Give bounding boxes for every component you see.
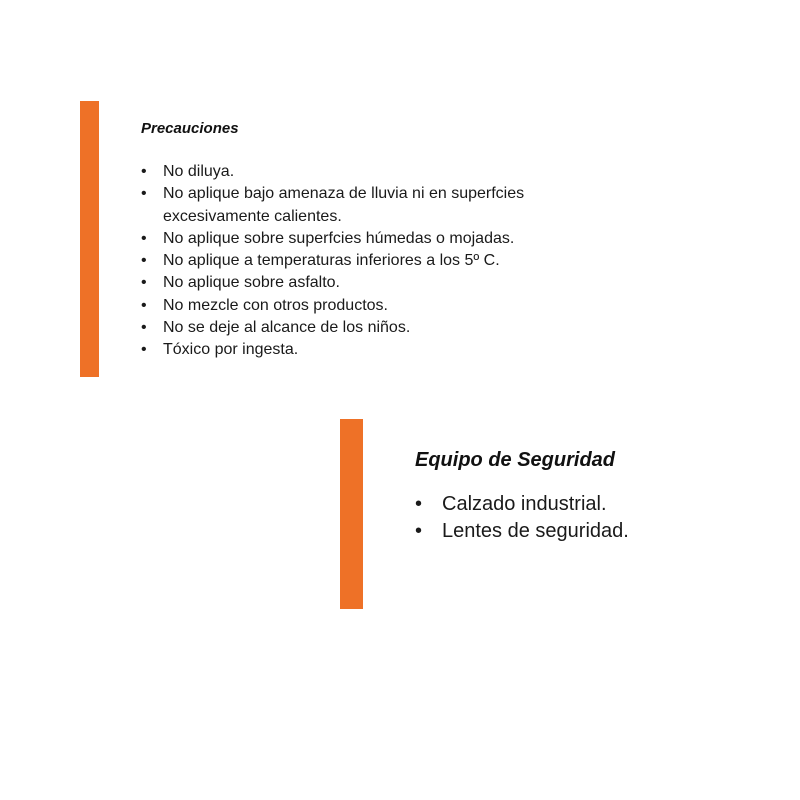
safety-accent-bar [340,419,363,609]
list-item [141,317,581,339]
precautions-accent-bar [80,101,99,377]
list-item [141,272,581,294]
bullet-icon: • [141,341,147,359]
list-item [141,183,581,228]
list-item [415,491,735,518]
list-item-text: No aplique sobre asfalto. [163,274,340,292]
safety-equipment-list [415,491,735,545]
list-item [141,228,581,250]
precautions-title: Precauciones [141,120,239,137]
precautions-list [141,161,581,362]
list-item-text: Calzado industrial. [442,493,607,515]
bullet-icon: • [141,163,147,180]
list-item [141,161,581,183]
bullet-icon: • [141,296,147,314]
safety-equipment-title: Equipo de Seguridad [415,449,616,471]
list-item-text: Lentes de seguridad. [442,520,629,542]
list-item [141,295,581,317]
list-item-text: No aplique bajo amenaza de lluvia ni en superfcies excesivamente calientes. [163,185,525,225]
precautions-section [141,119,581,362]
list-item-text: No diluya. [163,163,235,180]
list-item [141,339,581,361]
list-item-text: No mezcle con otros productos. [163,296,388,314]
bullet-icon: • [141,229,147,247]
list-item [141,250,581,272]
bullet-icon: • [141,252,147,270]
bullet-icon: • [141,319,147,337]
safety-equipment-section [415,447,735,545]
bullet-icon: • [415,520,423,542]
list-item [415,518,735,545]
bullet-icon: • [415,493,423,515]
list-item-text: No se deje al alcance de los niños. [163,319,411,337]
list-item-text: No aplique sobre superfcies húmedas o mojadas. [163,229,515,247]
bullet-icon: • [141,274,147,292]
list-item-text: No aplique a temperaturas inferiores a los 5º C. [163,252,500,270]
list-item-text: Tóxico por ingesta. [163,341,299,359]
bullet-icon: • [141,185,147,203]
